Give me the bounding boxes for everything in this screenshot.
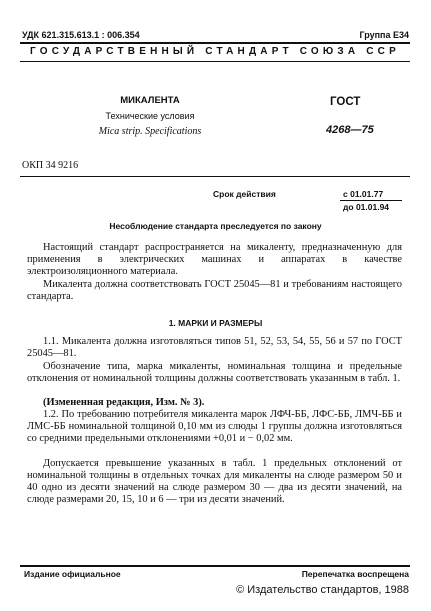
intro-paragraph-1: Настоящий стандарт распространяется на микаленту, предназначенную для применения в электрических машинах и аппаратах в качестве электроизоляционного материала. bbox=[27, 242, 402, 277]
gost-number: 4268—75 bbox=[326, 124, 374, 136]
clause-1-2: 1.2. По требованию потребителя микалента марок ЛФЧ-ББ, ЛФС-ББ, ЛМЧ-ББ и ЛМС-ББ номинальной толщиной 0,10 мм из слюды 1 группы должна изготовляться со средними предельными отклонениями +0,01 и − 0,02 мм. bbox=[27, 409, 402, 444]
footer-official: Издание официальное bbox=[24, 569, 121, 579]
footer-reprint: Перепечатка воспрещена bbox=[301, 569, 409, 579]
validity-to: до 01.01.94 bbox=[343, 202, 390, 212]
section-1-title: 1. МАРКИ И РАЗМЕРЫ bbox=[168, 318, 263, 328]
clause-1-1: 1.1. Микалента должна изготовляться типов 51, 52, 53, 54, 55, 56 и 57 по ГОСТ 25045—81. bbox=[27, 336, 402, 359]
marking-paragraph: Обозначение типа, марка микаленты, номинальная толщина и предельные отклонения от номинальной толщины должны соответствовать указанным в табл. 1. bbox=[27, 361, 402, 384]
validity-from: с 01.01.77 bbox=[343, 189, 384, 199]
intro-paragraph-2: Микалента должна соответствовать ГОСТ 25045—81 и требованиям настоящего стандарта. bbox=[27, 279, 402, 302]
validity-underline bbox=[340, 200, 402, 201]
revision-note: (Измененная редакция, Изм. № 3). bbox=[43, 397, 205, 408]
document-title: МИКАЛЕНТА bbox=[120, 95, 180, 106]
gost-label: ГОСТ bbox=[330, 96, 361, 108]
footer-rule bbox=[20, 565, 410, 567]
title-rule bbox=[20, 176, 410, 177]
excess-paragraph: Допускается превышение указанных в табл. 1 предельных отклонений от номинальной толщины в отдельных точках для микаленты на слюде размером 50 и 40 одно из десяти значений на слюде размером 30 — два из десяти значений, на слюде размерами 20, 15, 10 и 6 — три из десяти значений. bbox=[27, 458, 402, 505]
standard-org: ГОСУДАРСТВЕННЫЙ СТАНДАРТ СОЮЗА ССР bbox=[30, 46, 400, 57]
header-rule-bottom bbox=[20, 61, 410, 62]
group-code: Группа Е34 bbox=[359, 30, 409, 40]
document-subtitle: Технические условия bbox=[105, 111, 195, 121]
footer-copyright: © Издательство стандартов, 1988 bbox=[236, 584, 409, 596]
legal-warning: Несоблюдение стандарта преследуется по закону bbox=[109, 221, 322, 231]
english-title: Mica strip. Specifications bbox=[98, 126, 202, 137]
header-rule-top bbox=[20, 42, 410, 44]
udk-code: УДК 621.315.613.1 : 006.354 bbox=[22, 30, 140, 40]
okp-code: ОКП 34 9216 bbox=[22, 160, 79, 171]
validity-label: Срок действия bbox=[213, 189, 276, 199]
